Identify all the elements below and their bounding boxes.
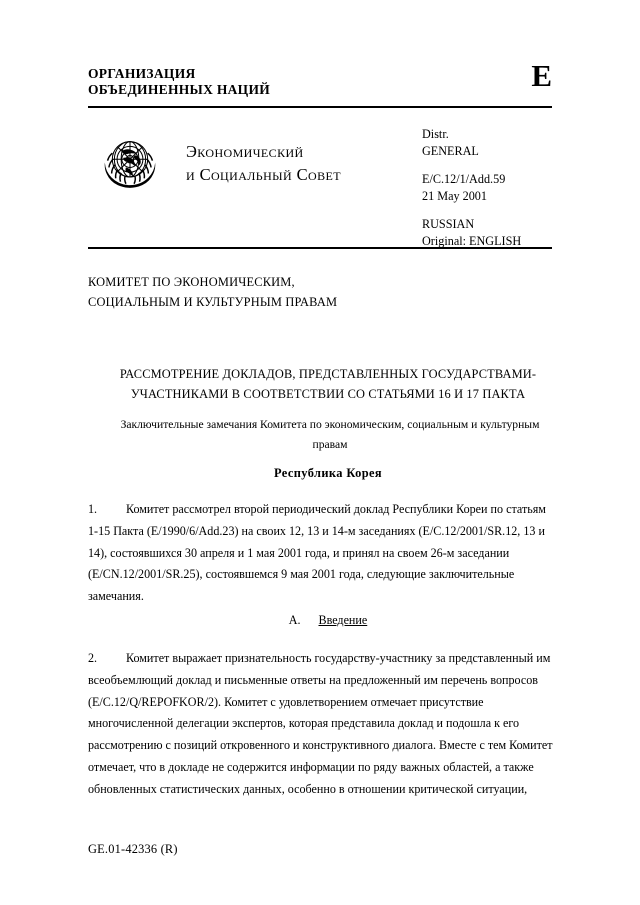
symbol-group: [422, 171, 521, 204]
committee-name: [88, 272, 337, 312]
language-group: [422, 216, 521, 249]
document-title: РАССМОТРЕНИЕ ДОКЛАДОВ, ПРЕДСТАВЛЕННЫХ ГОСУДАРСТВАМИ-УЧАСТНИКАМИ В СООТВЕТСТВИИ СО СТАТЬЯМИ 16 И 17 ПАКТА: [119, 367, 537, 402]
footer-job-number: GE.01-42336 (R): [88, 842, 178, 856]
organ-title: [186, 140, 341, 187]
organization-line-2: ОБЪЕДИНЕННЫХ НАЦИЙ: [88, 82, 271, 98]
document-subtitle: Заключительные замечания Комитета по экономическим, социальным и культурным правам: [120, 418, 540, 451]
header-rule-bottom: [88, 247, 552, 249]
language-letter: E: [531, 58, 552, 93]
paragraph-2-number: 2.: [88, 651, 98, 665]
committee-line-1: КОМИТЕТ ПО ЭКОНОМИЧЕСКИМ,: [88, 275, 295, 289]
section-a-label: Введение: [318, 613, 368, 627]
header-rule-top: [88, 106, 552, 108]
un-emblem-icon: [96, 128, 164, 196]
paragraph-2: [88, 648, 554, 800]
document-symbol: E/C.12/1/Add.59: [422, 172, 506, 187]
paragraph-1-text: Комитет рассмотрел второй периодический доклад Республики Кореи по статьям 1-15 Пакта (E/1990/6/Add.23) на своих 12, 13 и 14-м заседаниях (E/C.12/2001/SR.12, 13 и 14), состоявшихся 30 апреля и 1 мая 2001 года, и принял на своем 26-м заседании (E/CN.12/2001/SR.25), состоявшемся 9 мая 2001 года, следующие заключительные замечания.: [88, 502, 546, 604]
original-language: Original: ENGLISH: [422, 233, 522, 248]
organization-name: [88, 66, 270, 99]
distr-value: GENERAL: [422, 143, 479, 158]
document-date: 21 May 2001: [422, 188, 487, 203]
paragraph-1: [88, 499, 554, 608]
section-a-letter: А.: [288, 613, 301, 627]
section-heading-a: [104, 613, 552, 628]
distribution-block: [422, 126, 521, 250]
distribution-group: [422, 126, 521, 159]
organization-line-1: ОРГАНИЗАЦИЯ: [88, 66, 196, 81]
distr-label: Distr.: [422, 127, 449, 141]
paragraph-2-text: Комитет выражает признательность государству-участнику за представленный им всеобъемлющий доклад и письменные ответы на предложенный им перечень вопросов (E/C.12/Q/REPOFKOR/2). Комитет с удовлетворением отмечает присутствие многочисленной делегации экспертов, которая представила доклад и подошла к его рассмотрению с позиций откровенного и конструктивного диалога. Вместе с тем Комитет отмечает, что в докладе не содержится информации по ряду важных областей, а также обновленных статистических данных, особенно в отношении критической ситуации,: [88, 651, 553, 796]
document-language: RUSSIAN: [422, 217, 475, 232]
country-heading: Республика Корея: [273, 466, 382, 480]
organ-title-line-2: и Социальный Совет: [186, 165, 341, 185]
committee-line-2: СОЦИАЛЬНЫМ И КУЛЬТУРНЫМ ПРАВАМ: [88, 295, 338, 310]
organ-title-line-1: Экономический: [186, 142, 304, 161]
paragraph-1-number: 1.: [88, 502, 98, 516]
